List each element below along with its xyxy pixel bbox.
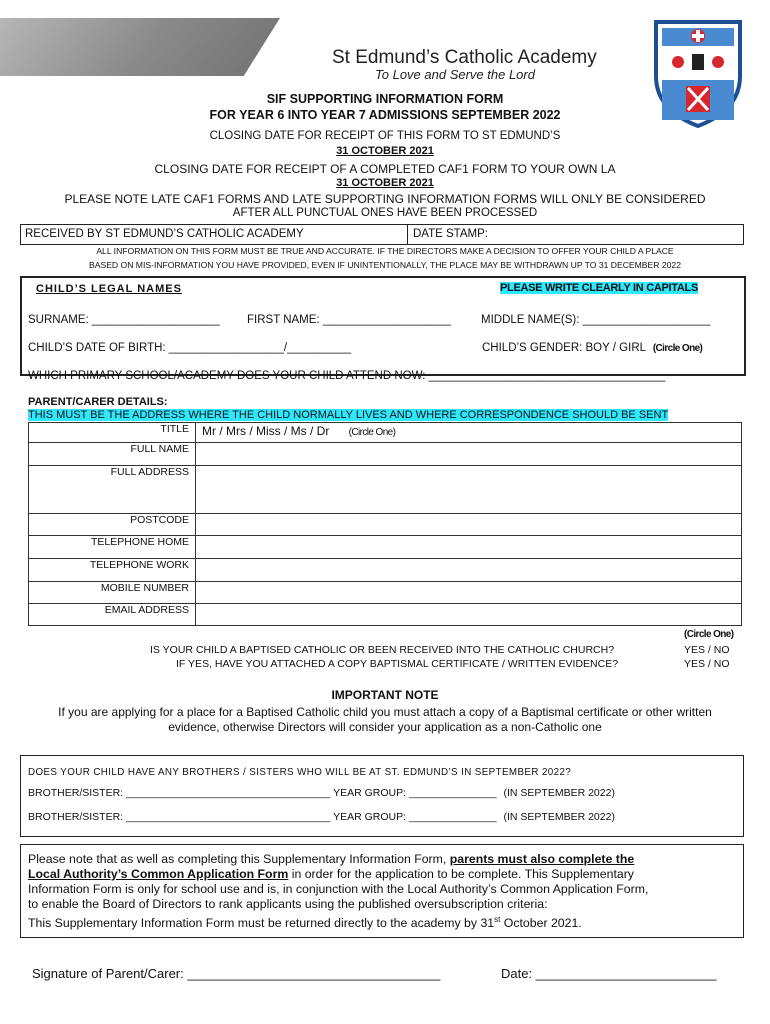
form-title-line2: FOR YEAR 6 INTO YEAR 7 ADMISSIONS SEPTEMBER 2022 (209, 108, 561, 122)
closing-note-part2: in order for the application to be complete. This Supplementary (288, 867, 634, 881)
sibling-2-suffix: (IN SEPTEMBER 2022) (503, 811, 615, 823)
row-label-full-address: FULL ADDRESS (29, 466, 196, 514)
closing-note-line5 (28, 912, 740, 931)
table-row (29, 604, 742, 626)
sibling-row-1[interactable] (28, 787, 615, 799)
dob-field[interactable]: CHILD’S DATE OF BIRTH: __________________/__________ (28, 342, 352, 354)
row-label-mobile-number: MOBILE NUMBER (29, 582, 196, 604)
table-row (29, 559, 742, 582)
sibling-row-2[interactable] (28, 811, 615, 823)
sibling-2-fields: BROTHER/SISTER: ___________________________________ YEAR GROUP: _______________ (28, 811, 497, 823)
email-address-field[interactable] (196, 604, 742, 626)
closing-note-line2 (28, 867, 740, 882)
closing-note-line1 (28, 852, 740, 867)
parent-details-heading: PARENT/CARER DETAILS: (28, 396, 168, 408)
late-forms-note-line2: AFTER ALL PUNCTUAL ONES HAVE BEEN PROCESSED (232, 207, 538, 219)
late-forms-note-line1: PLEASE NOTE LATE CAF1 FORMS AND LATE SUPPORTING INFORMATION FORMS WILL ONLY BE CONSIDERED (64, 192, 706, 206)
closing-note-line4: to enable the Board of Directors to rank applicants using the published oversubscription criteria: (28, 897, 548, 911)
certificate-yes-no[interactable]: YES / NO (684, 658, 730, 670)
primary-school-field[interactable]: WHICH PRIMARY SCHOOL/ACADEMY DOES YOUR CHILD ATTEND NOW: _____________________________________ (28, 370, 666, 382)
truth-note-line1: ALL INFORMATION ON THIS FORM MUST BE TRUE AND ACCURATE. IF THE DIRECTORS MAKE A DECISION TO OFFER YOUR CHILD A PLACE (96, 246, 674, 256)
catholic-circle-note: (Circle One) (684, 629, 734, 640)
middle-names-field[interactable]: MIDDLE NAME(S): ____________________ (481, 314, 711, 326)
certificate-question: IF YES, HAVE YOU ATTACHED A COPY BAPTISMAL CERTIFICATE / WRITTEN EVIDENCE? (176, 658, 619, 670)
title-options: Mr / Mrs / Miss / Ms / Dr (202, 424, 330, 438)
important-note-heading: IMPORTANT NOTE (331, 688, 439, 702)
closing-note-bold2: Local Authority’s Common Application Form (28, 867, 289, 881)
sibling-1-fields: BROTHER/SISTER: ___________________________________ YEAR GROUP: _______________ (28, 787, 497, 799)
closing-note-part1: Please note that as well as completing this Supplementary Information Form, (28, 852, 450, 866)
mobile-number-field[interactable] (196, 582, 742, 604)
closing-note-text (28, 852, 740, 931)
table-row (29, 466, 742, 514)
closing-note-line3: Information Form is only for school use and is, in conjunction with the Local Authority’s Common Application Form, (28, 882, 649, 896)
title-field[interactable] (196, 423, 742, 443)
row-label-title: TITLE (29, 423, 196, 443)
gender-label: CHILD’S GENDER: BOY / GIRL (482, 342, 646, 354)
closing-date-caf1: CLOSING DATE FOR RECEIPT OF A COMPLETED CAF1 FORM TO YOUR OWN LA (154, 162, 616, 176)
table-row (29, 423, 742, 443)
telephone-work-field[interactable] (196, 559, 742, 582)
gender-field[interactable] (482, 342, 702, 354)
received-box (20, 224, 744, 245)
important-note-line1: If you are applying for a place for a Baptised Catholic child you must attach a copy of a Baptismal certificate or other written (58, 705, 712, 719)
received-box-divider (407, 225, 408, 244)
table-row (29, 443, 742, 466)
parent-details-table (28, 422, 742, 626)
closing-note-line5b: October 2021. (500, 916, 582, 931)
baptised-yes-no[interactable]: YES / NO (684, 644, 730, 656)
closing-date-form-value: 31 OCTOBER 2021 (336, 145, 434, 157)
postcode-field[interactable] (196, 514, 742, 536)
row-label-full-name: FULL NAME (29, 443, 196, 466)
row-label-email-address: EMAIL ADDRESS (29, 604, 196, 626)
school-name: St Edmund’s Catholic Academy (332, 47, 597, 68)
table-row (29, 582, 742, 604)
signature-field[interactable]: Signature of Parent/Carer: ___________________________________ (32, 966, 441, 981)
write-clearly-text: PLEASE WRITE CLEARLY IN CAPITALS (500, 282, 698, 294)
school-motto: To Love and Serve the Lord (375, 67, 535, 82)
baptised-question: IS YOUR CHILD A BAPTISED CATHOLIC OR BEEN RECEIVED INTO THE CATHOLIC CHURCH? (150, 644, 615, 656)
title-circle-note: (Circle One) (348, 427, 396, 438)
date-field[interactable]: Date: _________________________ (501, 966, 717, 981)
first-name-field[interactable]: FIRST NAME: ____________________ (247, 314, 451, 326)
received-by-label: RECEIVED BY ST EDMUND’S CATHOLIC ACADEMY (25, 228, 304, 240)
important-note-line2: evidence, otherwise Directors will consider your application as a non-Catholic one (168, 720, 602, 734)
closing-note-line5a: This Supplementary Information Form must be returned directly to the academy by 31 (28, 916, 495, 931)
telephone-home-field[interactable] (196, 536, 742, 559)
write-clearly-note (500, 282, 698, 294)
truth-note-line2: BASED ON MIS-INFORMATION YOU HAVE PROVIDED, EVEN IF UNINTENTIONALLY, THE PLACE MAY BE WITHDRAWN UP TO 31 DECEMBER 2022 (89, 260, 681, 270)
address-note (28, 409, 668, 421)
closing-note-bold1: parents must also complete the (449, 852, 635, 866)
closing-note-sup: st (494, 915, 501, 924)
closing-date-form: CLOSING DATE FOR RECEIPT OF THIS FORM TO ST EDMUND’S (209, 130, 561, 142)
date-stamp-label: DATE STAMP: (413, 228, 488, 240)
full-address-field[interactable] (196, 466, 742, 514)
row-label-postcode: POSTCODE (29, 514, 196, 536)
row-label-telephone-work: TELEPHONE WORK (29, 559, 196, 582)
table-row (29, 514, 742, 536)
row-label-telephone-home: TELEPHONE HOME (29, 536, 196, 559)
sibling-1-suffix: (IN SEPTEMBER 2022) (503, 787, 615, 799)
gender-circle-note: (Circle One) (652, 343, 703, 354)
surname-field[interactable]: SURNAME: ____________________ (28, 314, 220, 326)
child-legal-names-heading: CHILD’S LEGAL NAMES (36, 283, 182, 295)
siblings-question: DOES YOUR CHILD HAVE ANY BROTHERS / SISTERS WHO WILL BE AT ST. EDMUND’S IN SEPTEMBER 2022? (28, 767, 572, 778)
full-name-field[interactable] (196, 443, 742, 466)
header-grey-banner (0, 18, 280, 76)
closing-date-caf1-value: 31 OCTOBER 2021 (336, 177, 434, 189)
table-row (29, 536, 742, 559)
form-title-line1: SIF SUPPORTING INFORMATION FORM (266, 92, 504, 106)
address-note-text: THIS MUST BE THE ADDRESS WHERE THE CHILD NORMALLY LIVES AND WHERE CORRESPONDENCE SHOULD BE SENT (28, 409, 669, 421)
